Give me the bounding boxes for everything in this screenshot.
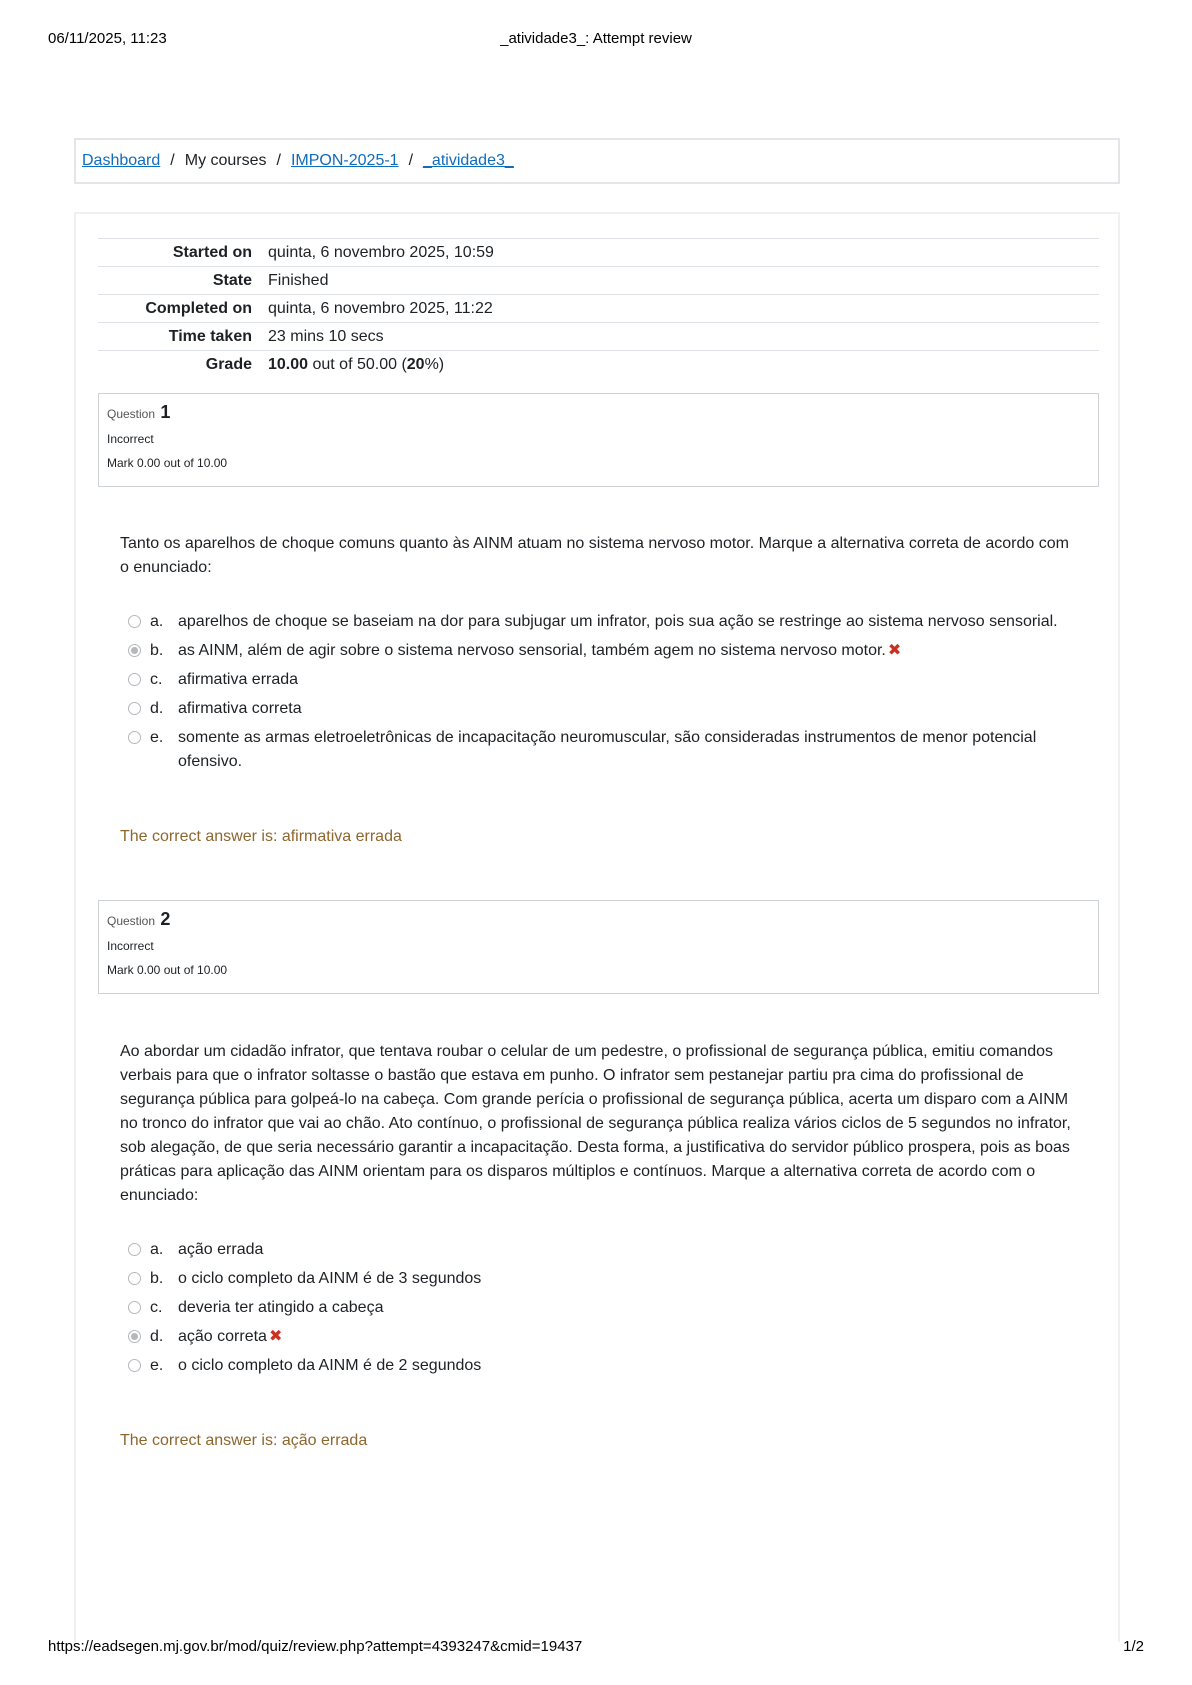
radio-button[interactable] [128,1243,141,1256]
breadcrumb-dashboard-link[interactable]: Dashboard [82,152,161,169]
answer-option[interactable] [128,610,1088,634]
grade-close: %) [424,355,445,373]
grade-label: Grade [205,355,252,373]
option-text: as AINM, além de agir sobre o sistema nervoso sensorial, também agem no sistema nervoso motor. [178,642,886,659]
question-mark: Mark 0.00 out of 10.00 [107,963,228,977]
grade-score: 10.00 [268,355,309,373]
summary-row-completed [98,295,1099,323]
option-letter: a. [150,1241,164,1258]
correct-answer-feedback-1: The correct answer is: afirmativa errada [120,828,402,845]
completed-label: Completed on [145,299,252,317]
answer-option[interactable] [128,1296,1088,1320]
breadcrumb-course-link[interactable]: IMPON-2025-1 [290,152,399,169]
question-label: Question [107,914,156,928]
question-label: Question [107,407,156,421]
incorrect-x-icon: ✖ [268,1328,283,1345]
answer-option[interactable] [128,726,1088,774]
option-text: o ciclo completo da AINM é de 2 segundos [178,1357,482,1374]
print-datetime: 06/11/2025, 11:23 [48,30,167,47]
answer-option[interactable] [128,1354,1088,1378]
radio-button-checked[interactable] [128,644,141,657]
grade-percent: 20 [406,355,425,373]
radio-button-checked[interactable] [128,1330,141,1343]
question-text-2: Ao abordar um cidadão infrator, que tentava roubar o celular de um pedestre, o profissional de segurança pública, emitiu comandos verbais para que o infrator soltasse o bastão que estava em punho. O infrator sem pestanejar partiu pra cima do profissional de segurança pública para golpeá-lo na cabeça. Com grande perícia o profissional de segurança pública, acerta um disparo com a AINM no tronco do infrator que vai ao chão. Ato contínuo, o profissional de segurança pública realiza vários ciclos de 5 segundos no infrator, sob alegação, de que seria necessário garantir a incapacitação. Desta forma, a justificativa do servidor público prospera, pois as boas práticas para aplicação das AINM orientam para os disparos múltiplos e contínuos. Marque a alternativa correta de acordo com o enunciado: [120,1043,1071,1204]
breadcrumb-my-courses: My courses [184,152,267,169]
option-text: afirmativa errada [178,671,299,688]
print-page-number: 1/2 [1123,1638,1144,1655]
incorrect-x-icon: ✖ [887,642,902,659]
radio-button[interactable] [128,702,141,715]
option-letter: b. [150,1270,164,1287]
summary-row-state [98,267,1099,295]
attempt-summary-table [98,238,1099,378]
option-text: afirmativa correta [178,700,302,717]
answer-option[interactable] [128,1267,1088,1291]
started-label: Started on [172,243,252,261]
answer-option[interactable] [128,697,1088,721]
question-number [107,909,1090,930]
option-letter: a. [150,613,164,630]
print-header [48,30,1144,50]
radio-button[interactable] [128,1301,141,1314]
summary-row-time [98,323,1099,351]
option-letter: c. [150,671,163,688]
question-mark: Mark 0.00 out of 10.00 [107,456,228,470]
answer-options-1 [128,610,1088,779]
summary-row-started [98,239,1099,267]
state-label: State [212,271,252,289]
print-page-title: _atividade3_: Attempt review [500,30,692,47]
question-info-2 [98,900,1099,994]
answer-option-selected[interactable] [128,639,1088,663]
answer-option[interactable] [128,668,1088,692]
summary-row-grade [98,351,1099,379]
radio-button[interactable] [128,1272,141,1285]
breadcrumb-activity-link[interactable]: _atividade3_ [423,152,514,169]
option-text: aparelhos de choque se baseiam na dor para subjugar um infrator, pois sua ação se restringe ao sistema nervoso sensorial. [178,613,1058,630]
option-letter: c. [150,1299,163,1316]
option-letter: b. [150,642,164,659]
option-text: o ciclo completo da AINM é de 3 segundos [178,1270,482,1287]
option-letter: e. [150,729,164,746]
answer-option-selected[interactable] [128,1325,1088,1349]
option-text-wrap [178,1325,1088,1349]
completed-value: quinta, 6 novembro 2025, 11:22 [268,299,493,317]
breadcrumb-separator: / [170,152,175,169]
radio-button[interactable] [128,673,141,686]
answer-options-2 [128,1238,1088,1383]
breadcrumb-separator: / [276,152,281,169]
attempt-review-card [74,212,1120,1642]
radio-button[interactable] [128,615,141,628]
breadcrumb [74,138,1120,184]
started-value: quinta, 6 novembro 2025, 10:59 [268,243,494,261]
time-value: 23 mins 10 secs [268,327,384,345]
grade-out-of: out of 50.00 ( [308,355,407,373]
option-text: somente as armas eletroeletrônicas de incapacitação neuromuscular, são consideradas instrumentos de menor potencial ofensivo. [178,729,1037,770]
option-letter: d. [150,1328,164,1345]
state-value: Finished [268,271,329,289]
question-text-1: Tanto os aparelhos de choque comuns quanto às AINM atuam no sistema nervoso motor. Marque a alternativa correta de acordo com o enunciado: [120,535,1069,576]
radio-button[interactable] [128,731,141,744]
option-text: ação errada [178,1241,264,1258]
question-info-1 [98,393,1099,487]
question-number-value: 1 [160,402,171,422]
grade-value [268,351,1099,379]
question-state: Incorrect [107,939,154,953]
option-letter: d. [150,700,164,717]
answer-option[interactable] [128,1238,1088,1262]
option-letter: e. [150,1357,164,1374]
question-state: Incorrect [107,432,154,446]
option-text: ação correta [178,1328,267,1345]
option-text: deveria ter atingido a cabeça [178,1299,384,1316]
question-number-value: 2 [160,909,171,929]
breadcrumb-separator: / [408,152,414,169]
option-text-wrap [178,639,1088,663]
question-number [107,402,1090,423]
time-label: Time taken [168,327,252,345]
radio-button[interactable] [128,1359,141,1372]
print-url: https://eadsegen.mj.gov.br/mod/quiz/review.php?attempt=4393247&cmid=19437 [48,1638,583,1655]
correct-answer-feedback-2: The correct answer is: ação errada [120,1432,368,1449]
